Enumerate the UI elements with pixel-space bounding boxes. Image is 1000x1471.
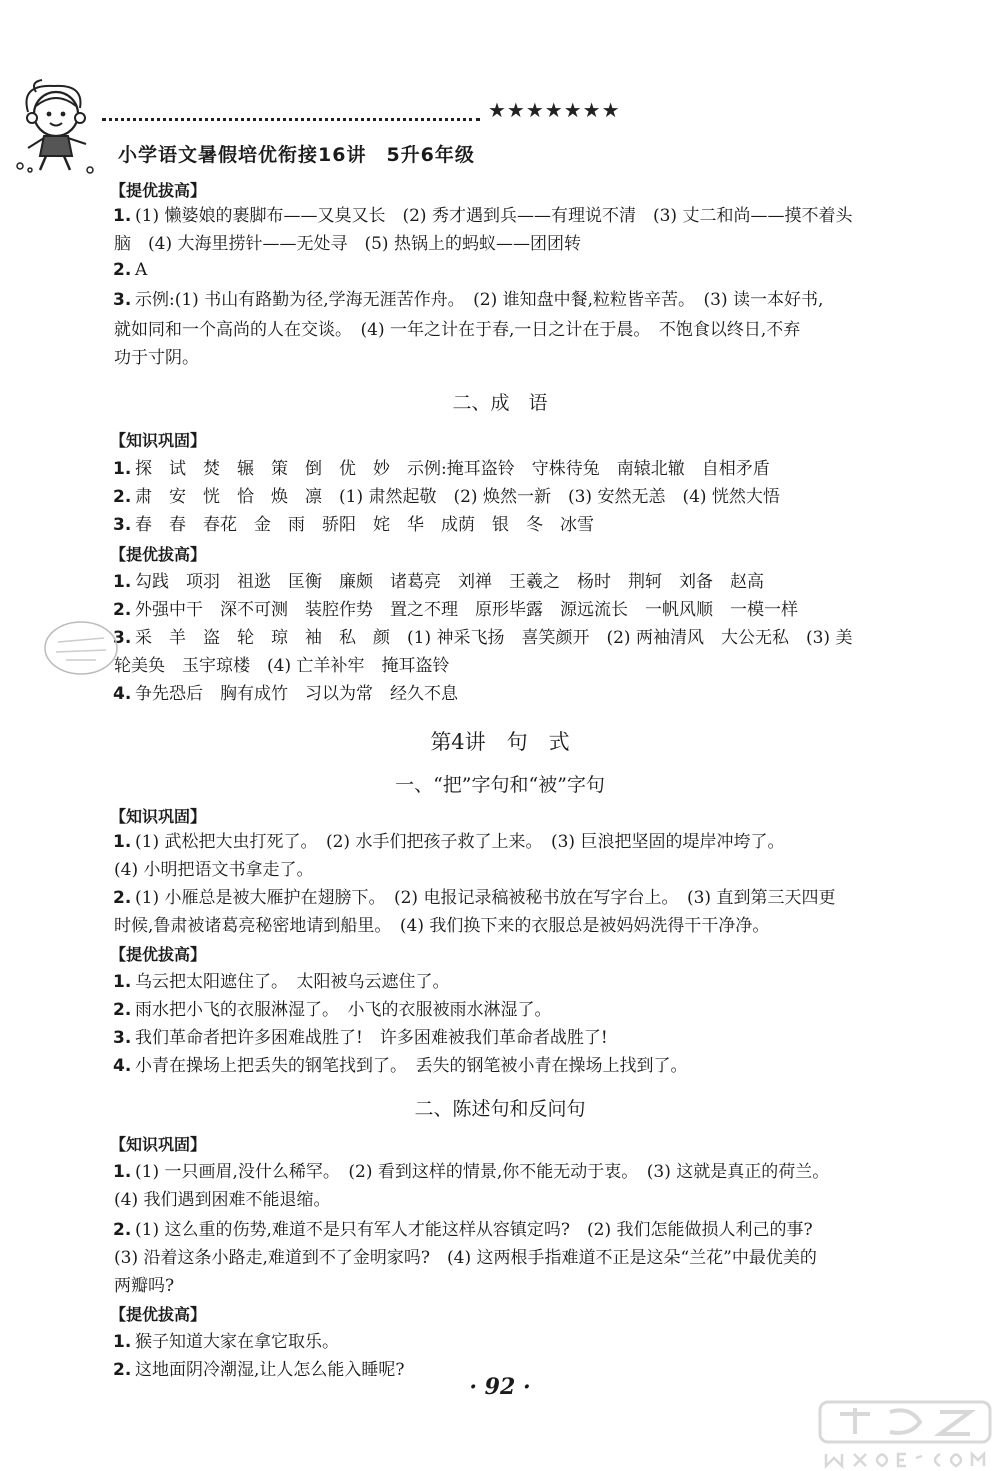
item-number: 2. bbox=[113, 260, 132, 280]
section-tag: 【提优拔高】 bbox=[110, 1305, 207, 1324]
answer-item bbox=[113, 968, 893, 996]
lecture-title: 第4讲 句 式 bbox=[430, 730, 570, 754]
section-heading: 二、陈述句和反问句 bbox=[414, 1098, 586, 1120]
item-number: 2. bbox=[113, 1220, 132, 1240]
section-heading: 一、“把”字句和“被”字句 bbox=[395, 774, 605, 796]
item-number: 2. bbox=[113, 600, 132, 620]
item-text: 采 羊 盗 轮 琼 袖 私 颜 (1) 神采飞扬 喜笑颜开 (2) 两袖清风 大公无私 (3) 美 bbox=[135, 628, 853, 648]
dotted-divider bbox=[102, 104, 480, 121]
item-text: 示例:(1) 书山有路勤为径,学海无涯苦作舟。 (2) 谁知盘中餐,粒粒皆辛苦。 (3) 读一本好书, bbox=[135, 290, 824, 310]
item-text: (1) 武松把大虫打死了。 (2) 水手们把孩子救了上来。 (3) 巨浪把坚固的堤岸冲垮了。 bbox=[135, 832, 785, 852]
item-number: 3. bbox=[113, 515, 132, 535]
item-text: A bbox=[135, 260, 148, 280]
answer-item bbox=[113, 596, 893, 624]
answer-item bbox=[113, 1052, 893, 1080]
star-row: ★★★★★★★ bbox=[488, 98, 621, 122]
item-text: 外强中干 深不可测 装腔作势 置之不理 原形毕露 源远流长 一帆风顺 一模一样 bbox=[135, 600, 798, 620]
page-number: · 92 · bbox=[469, 1374, 531, 1400]
item-number: 3. bbox=[113, 628, 132, 648]
answer-item bbox=[113, 624, 893, 652]
section-tag: 【提优拔高】 bbox=[110, 545, 207, 564]
answer-item bbox=[113, 256, 893, 284]
item-text: 争先恐后 胸有成竹 习以为常 经久不息 bbox=[135, 684, 458, 704]
answer-item bbox=[113, 828, 893, 856]
item-number: 2. bbox=[113, 487, 132, 507]
answer-item bbox=[113, 483, 893, 511]
item-text: 雨水把小飞的衣服淋湿了。 小飞的衣服被雨水淋湿了。 bbox=[135, 1000, 552, 1020]
item-number: 1. bbox=[113, 832, 132, 852]
item-text: (1) 小雁总是被大雁护在翅膀下。 (2) 电报记录稿被秘书放在写字台上。 (3) 直到第三天四更 bbox=[135, 888, 836, 908]
answer-item bbox=[113, 1216, 893, 1244]
item-number: 3. bbox=[113, 290, 132, 310]
item-continuation: 轮美奂 玉宇琼楼 (4) 亡羊补牢 掩耳盗铃 bbox=[114, 656, 450, 676]
item-continuation: 功于寸阴。 bbox=[114, 348, 199, 368]
item-continuation: 脑 (4) 大海里捞针——无处寻 (5) 热锅上的蚂蚁——团团转 bbox=[114, 234, 581, 254]
item-text: 这地面阴冷潮湿,让人怎么能入睡呢? bbox=[135, 1360, 405, 1380]
answer-item bbox=[113, 286, 893, 314]
answer-item bbox=[113, 455, 893, 483]
item-continuation: 时候,鲁肃被诸葛亮秘密地请到船里。 (4) 我们换下来的衣服总是被妈妈洗得干干净净。 bbox=[114, 916, 770, 936]
faint-stamp-icon bbox=[36, 612, 126, 684]
answer-item bbox=[113, 1158, 893, 1186]
section-tag: 【知识巩固】 bbox=[110, 807, 207, 826]
section-heading: 二、成 语 bbox=[452, 392, 548, 414]
item-text: 探 试 焚 辗 策 倒 优 妙 示例:掩耳盗铃 守株待兔 南辕北辙 自相矛盾 bbox=[135, 459, 770, 479]
answer-item bbox=[113, 884, 893, 912]
item-number: 1. bbox=[113, 206, 132, 226]
item-continuation: 两瓣吗? bbox=[114, 1276, 175, 1296]
item-number: 1. bbox=[113, 1332, 132, 1352]
section-tag: 【提优拔高】 bbox=[110, 945, 207, 964]
item-text: 肃 安 恍 恰 焕 凛 (1) 肃然起敬 (2) 焕然一新 (3) 安然无恙 (4) 恍然大悟 bbox=[135, 487, 780, 507]
item-text: 我们革命者把许多困难战胜了! 许多困难被我们革命者战胜了! bbox=[135, 1028, 608, 1048]
answer-item bbox=[113, 511, 893, 539]
item-number: 2. bbox=[113, 1000, 132, 1020]
item-continuation: (3) 沿着这条小路走,难道到不了金明家吗? (4) 这两根手指难道不正是这朵“兰花”中最优美的 bbox=[114, 1248, 817, 1268]
item-continuation: 就如同和一个高尚的人在交谈。 (4) 一年之计在于春,一日之计在于晨。 不饱食以终日,不弃 bbox=[114, 320, 801, 340]
answer-item bbox=[113, 202, 893, 230]
section-tag: 【知识巩固】 bbox=[110, 1135, 207, 1154]
item-text: 勾践 项羽 祖逖 匡衡 廉颇 诸葛亮 刘禅 王羲之 杨时 荆轲 刘备 赵高 bbox=[135, 572, 764, 592]
item-number: 2. bbox=[113, 1360, 132, 1380]
item-number: 1. bbox=[113, 459, 132, 479]
section-tag: 【知识巩固】 bbox=[110, 431, 207, 450]
series-title: 小学语文暑假培优衔接16讲 5升6年级 bbox=[118, 144, 475, 166]
item-text: (1) 一只画眉,没什么稀罕。 (2) 看到这样的情景,你不能无动于衷。 (3) 这就是真正的荷兰。 bbox=[135, 1162, 830, 1182]
item-number: 4. bbox=[113, 1056, 132, 1076]
item-text: 乌云把太阳遮住了。 太阳被乌云遮住了。 bbox=[135, 972, 450, 992]
answer-item bbox=[113, 1024, 893, 1052]
item-text: (1) 懒婆娘的裹脚布——又臭又长 (2) 秀才遇到兵——有理说不清 (3) 丈二和尚——摸不着头 bbox=[135, 206, 853, 226]
watermark-logo-icon bbox=[810, 1398, 1000, 1471]
item-number: 3. bbox=[113, 1028, 132, 1048]
answer-item bbox=[113, 996, 893, 1024]
item-number: 2. bbox=[113, 888, 132, 908]
cartoon-child-mascot-icon bbox=[6, 78, 106, 178]
section-tag: 【提优拔高】 bbox=[110, 181, 207, 200]
item-text: 猴子知道大家在拿它取乐。 bbox=[135, 1332, 339, 1352]
item-text: (1) 这么重的伤势,难道不是只有军人才能这样从容镇定吗? (2) 我们怎能做损人利己的事? bbox=[135, 1220, 813, 1240]
item-number: 4. bbox=[113, 684, 132, 704]
item-continuation: (4) 小明把语文书拿走了。 bbox=[114, 860, 314, 880]
item-continuation: (4) 我们遇到困难不能退缩。 bbox=[114, 1190, 331, 1210]
item-number: 1. bbox=[113, 572, 132, 592]
answer-item bbox=[113, 680, 893, 708]
item-number: 1. bbox=[113, 1162, 132, 1182]
answer-item bbox=[113, 568, 893, 596]
item-text: 春 春 春花 金 雨 骄阳 姹 华 成荫 银 冬 冰雪 bbox=[135, 515, 594, 535]
item-text: 小青在操场上把丢失的钢笔找到了。 丢失的钢笔被小青在操场上找到了。 bbox=[135, 1056, 688, 1076]
answer-item bbox=[113, 1328, 893, 1356]
item-number: 1. bbox=[113, 972, 132, 992]
